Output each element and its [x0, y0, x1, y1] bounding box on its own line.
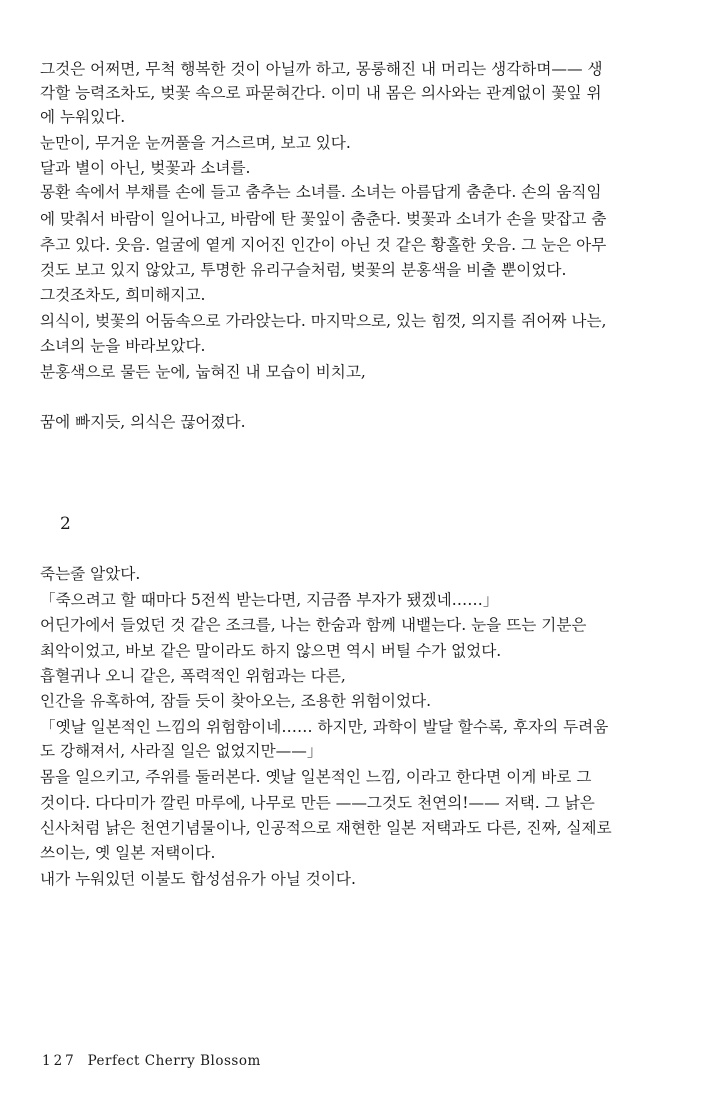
- text-line: 눈만이, 무거운 눈꺼풀을 거스르며, 보고 있다.: [40, 134, 351, 152]
- text-line: 것이다. 다다미가 깔린 마루에, 나무로 만든 ——그것도 천연의!—— 저택. 그 낡은: [40, 794, 595, 812]
- text-line: 「죽으려고 할 때마다 5전씩 받는다면, 지금쯤 부자가 됐겠네……」: [40, 591, 499, 609]
- text-line: 내가 누워있던 이불도 합성섬유가 아닐 것이다.: [40, 870, 356, 888]
- text-line: 몸을 일으키고, 주위를 둘러본다. 옛날 일본적인 느낌, 이라고 한다면 이게 바로 그: [40, 768, 592, 786]
- text-line: 달과 별이 아닌, 벚꽃과 소녀를.: [40, 159, 251, 177]
- text-line: 어딘가에서 들었던 것 같은 조크를, 나는 한숨과 함께 내뱉는다. 눈을 뜨는 기분은: [40, 616, 587, 634]
- text-line: 것도 보고 있지 않았고, 투명한 유리구슬처럼, 벚꽃의 분홍색을 비출 뿐이었다.: [40, 261, 567, 279]
- text-line: 「옛날 일본적인 느낌의 위험함이네…… 하지만, 과학이 발달 할수록, 후자의 두려움: [40, 718, 609, 736]
- text-line: 추고 있다. 웃음. 얼굴에 옅게 지어진 인간이 아닌 것 같은 황홀한 웃음. 그 눈은 아무: [40, 236, 607, 254]
- text-line: 의식이, 벚꽃의 어둠속으로 가라앉는다. 마지막으로, 있는 힘껏, 의지를 쥐어짜 나는,: [40, 312, 607, 330]
- text-line: 최악이었고, 바보 같은 말이라도 하지 않으면 역시 버틸 수가 없었다.: [40, 642, 502, 660]
- section-number: 2: [60, 514, 71, 534]
- text-line: 도 강해져서, 사라질 일은 없었지만——」: [40, 742, 323, 760]
- text-line: 인간을 유혹하여, 잠들 듯이 찾아오는, 조용한 위험이었다.: [40, 692, 432, 710]
- text-line: 에 맞춰서 바람이 일어나고, 바람에 탄 꽃잎이 춤춘다. 벚꽃과 소녀가 손을 맞잡고 춤: [40, 210, 607, 228]
- text-line: 그것조차도, 희미해지고.: [40, 286, 206, 304]
- text-line: 그것은 어쩌면, 무척 행복한 것이 아닐까 하고, 몽롱해진 내 머리는 생각하며—— 생: [40, 60, 603, 78]
- book-title: Perfect Cherry Blossom: [87, 1053, 261, 1069]
- text-line: 각할 능력조차도, 벚꽃 속으로 파묻혀간다. 이미 내 몸은 의사와는 관계없이 꽃잎 위: [40, 84, 602, 102]
- page-number: 127: [42, 1053, 77, 1069]
- text-line: 에 누워있다.: [40, 108, 126, 126]
- page-footer: [42, 1051, 261, 1071]
- text-line: 꿈에 빠지듯, 의식은 끊어졌다.: [40, 413, 246, 431]
- text-line: 쓰이는, 옛 일본 저택이다.: [40, 844, 216, 862]
- text-line: 분홍색으로 물든 눈에, 눕혀진 내 모습이 비치고,: [40, 363, 366, 381]
- text-line: 죽는줄 알았다.: [40, 565, 141, 583]
- text-line: 몽환 속에서 부채를 손에 들고 춤추는 소녀를. 소녀는 아름답게 춤춘다. 손의 움직임: [40, 183, 602, 201]
- text-line: 신사처럼 낡은 천연기념물이나, 인공적으로 재현한 일본 저택과도 다른, 진짜, 실제로: [40, 819, 612, 837]
- text-line: 소녀의 눈을 바라보았다.: [40, 337, 206, 355]
- text-line: 흡혈귀나 오니 같은, 폭력적인 위험과는 다른,: [40, 667, 346, 685]
